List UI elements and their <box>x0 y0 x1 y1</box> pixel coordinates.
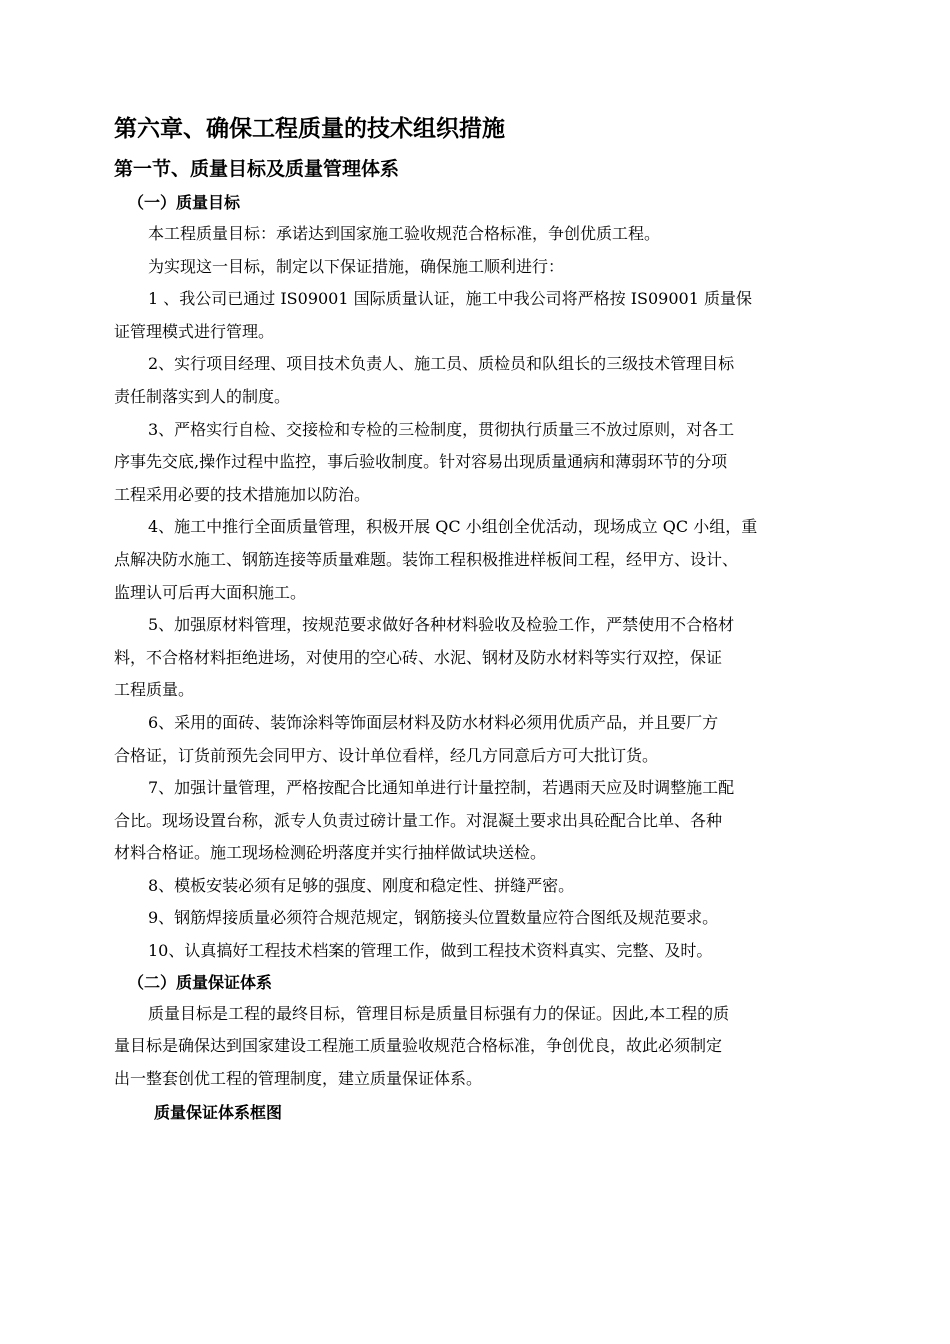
chapter-title: 第六章、确保工程质量的技术组织措施 <box>114 116 505 142</box>
subsection-1-heading: （一）质量目标 <box>128 193 241 212</box>
paragraph <box>114 414 864 512</box>
document-content <box>114 112 864 1129</box>
figure-caption: 质量保证体系框图 <box>154 1103 283 1123</box>
section-title: 第一节、质量目标及质量管理体系 <box>114 158 400 180</box>
paragraph <box>114 902 864 935</box>
paragraph-line: 出一整套创优工程的管理制度，建立质量保证体系。 <box>114 1068 483 1088</box>
paragraph <box>114 283 864 348</box>
paragraph <box>114 251 864 284</box>
subsection-1-body <box>114 218 864 968</box>
paragraph <box>114 511 864 609</box>
subsection-2-heading: （二）质量保证体系 <box>128 972 273 992</box>
paragraph <box>114 998 864 1096</box>
paragraph-line: 4、施工中推行全面质量管理，积极开展 QC 小组创全优活动，现场成立 QC 小组，重 <box>148 517 758 537</box>
paragraph-line: 6、采用的面砖、装饰涂料等饰面层材料及防水材料必须用优质产品，并且要厂方 <box>148 712 719 732</box>
paragraph-line: 工程采用必要的技术措施加以防治。 <box>114 484 371 504</box>
paragraph <box>114 935 864 968</box>
paragraph-line: 2、实行项目经理、项目技术负责人、施工员、质检员和队组长的三级技术管理目标 <box>148 354 735 374</box>
paragraph-line: 合比。现场设置台称，派专人负责过磅计量工作。对混凝土要求出具砼配合比单、各种 <box>114 810 723 830</box>
paragraph-line: 工程质量。 <box>114 680 195 700</box>
paragraph-line: 合格证，订货前预先会同甲方、设计单位看样，经几方同意后方可大批订货。 <box>114 745 659 765</box>
paragraph-line: 序事先交底,操作过程中监控，事后验收制度。针对容易出现质量通病和薄弱环节的分项 <box>114 452 728 472</box>
paragraph-line: 为实现这一目标，制定以下保证措施，确保施工顺利进行： <box>148 256 565 276</box>
paragraph-line: 3、严格实行自检、交接检和专检的三检制度，贯彻执行质量三不放过原则，对各工 <box>148 419 735 439</box>
paragraph <box>114 707 864 772</box>
paragraph <box>114 348 864 413</box>
paragraph-line: 量目标是确保达到国家建设工程施工质量验收规范合格标准，争创优良，故此必须制定 <box>114 1036 723 1056</box>
paragraph-line: 10、认真搞好工程技术档案的管理工作，做到工程技术资料真实、完整、及时。 <box>148 941 713 961</box>
paragraph-line: 1 、我公司已通过 IS09001 国际质量认证，施工中我公司将严格按 IS09001 质量保 <box>148 289 752 309</box>
paragraph-line: 证管理模式进行管理。 <box>114 321 275 341</box>
paragraph-line: 9、钢筋焊接质量必须符合规范规定，钢筋接头位置数量应符合图纸及规范要求。 <box>148 908 719 928</box>
paragraph <box>114 870 864 903</box>
paragraph-line: 5、加强原材料管理，按规范要求做好各种材料验收及检验工作，严禁使用不合格材 <box>148 615 735 635</box>
paragraph-line: 材料合格证。施工现场检测砼坍落度并实行抽样做试块送检。 <box>114 843 547 863</box>
paragraph-line: 责任制落实到人的制度。 <box>114 386 291 406</box>
subsection-2-body <box>114 998 864 1096</box>
paragraph-line: 点解决防水施工、钢筋连接等质量难题。装饰工程积极推进样板间工程，经甲方、设计、 <box>114 549 739 569</box>
paragraph <box>114 609 864 707</box>
paragraph-line: 质量目标是工程的最终目标，管理目标是质量目标强有力的保证。因此,本工程的质 <box>148 1003 730 1023</box>
paragraph <box>114 772 864 870</box>
paragraph-line: 本工程质量目标：承诺达到国家施工验收规范合格标准，争创优质工程。 <box>148 224 661 243</box>
paragraph-line: 7、加强计量管理，严格按配合比通知单进行计量控制，若遇雨天应及时调整施工配 <box>148 778 735 798</box>
paragraph-line: 8、模板安装必须有足够的强度、刚度和稳定性、拼缝严密。 <box>148 875 575 895</box>
paragraph-line: 监理认可后再大面积施工。 <box>114 582 307 602</box>
paragraph <box>114 218 864 251</box>
paragraph-line: 料，不合格材料拒绝进场，对使用的空心砖、水泥、钢材及防水材料等实行双控，保证 <box>114 647 723 667</box>
